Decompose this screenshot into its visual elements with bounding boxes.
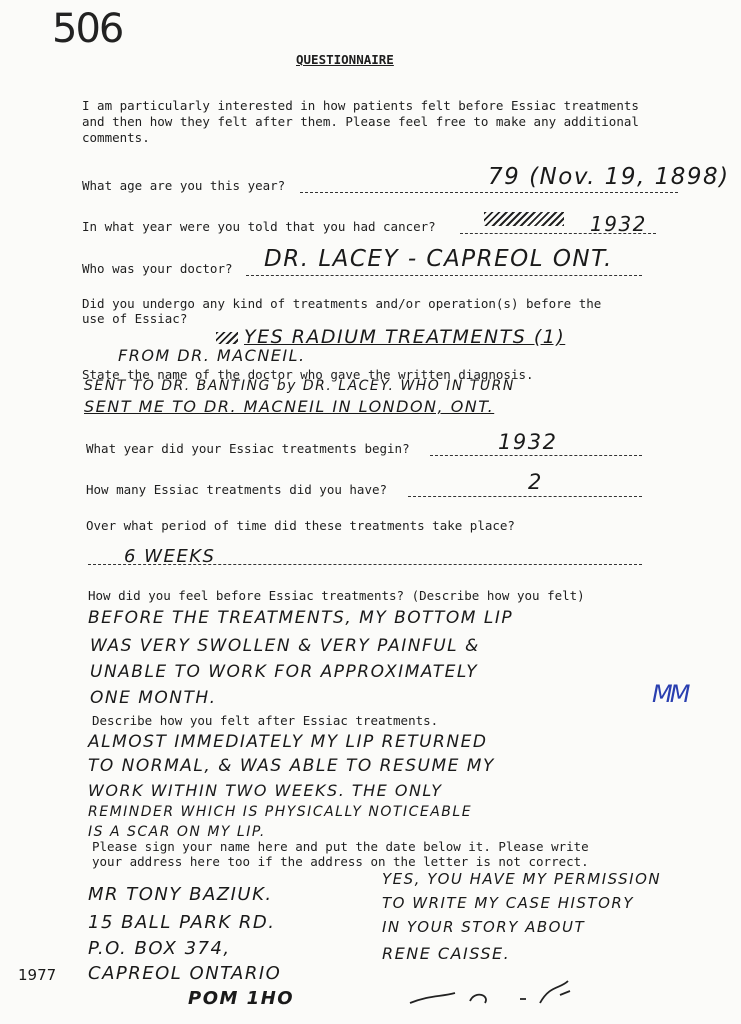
question-diagnosis: State the name of the doctor who gave the written diagnosis. bbox=[82, 367, 534, 382]
answer-doctor: DR. LACEY - CAPREOL ONT. bbox=[264, 246, 613, 272]
date-margin: 1977 bbox=[18, 966, 57, 984]
question-before: How did you feel before Essiac treatments? (Describe how you felt) bbox=[88, 588, 585, 603]
answer-before-1: BEFORE THE TREATMENTS, MY BOTTOM LIP bbox=[88, 608, 514, 628]
page-title: QUESTIONNAIRE bbox=[296, 52, 394, 67]
answer-before-3: UNABLE TO WORK FOR APPROXIMATELY bbox=[90, 662, 479, 682]
answer-year-told: 1932 bbox=[590, 212, 647, 236]
question-period: Over what period of time did these treatments take place? bbox=[86, 518, 515, 533]
answer-after-5: IS A SCAR ON MY LIP. bbox=[88, 824, 266, 840]
address-line-2: 15 BALL PARK RD. bbox=[88, 912, 276, 933]
answer-prior-treatment-2: FROM DR. MACNEIL. bbox=[118, 346, 306, 365]
question-after: Describe how you felt after Essiac treatments. bbox=[92, 713, 439, 728]
address-line-3: P.O. BOX 374, bbox=[88, 938, 231, 959]
question-age: What age are you this year? bbox=[82, 178, 286, 193]
question-year-began: What year did your Essiac treatments begin? bbox=[86, 441, 410, 456]
signature bbox=[400, 975, 600, 1015]
answer-after-1: ALMOST IMMEDIATELY MY LIP RETURNED bbox=[88, 732, 488, 752]
answer-year-told-crossout bbox=[484, 212, 564, 226]
reviewer-initials: MM bbox=[652, 680, 688, 708]
answer-before-2: WAS VERY SWOLLEN & VERY PAINFUL & bbox=[90, 636, 480, 656]
address-line-5: POM 1HO bbox=[188, 988, 295, 1009]
question-prior-treatment-1: Did you undergo any kind of treatments and/or operation(s) before the bbox=[82, 296, 602, 311]
corner-mark: 506 bbox=[52, 6, 123, 52]
answer-before-4: ONE MONTH. bbox=[90, 688, 217, 708]
answer-after-2: TO NORMAL, & WAS ABLE TO RESUME MY bbox=[88, 756, 495, 776]
address-line-4: CAPREOL ONTARIO bbox=[88, 963, 282, 984]
permission-line-3: IN YOUR STORY ABOUT bbox=[382, 918, 586, 936]
sign-instructions-1: Please sign your name here and put the date below it. Please write bbox=[92, 839, 589, 854]
answer-prior-treatment-crossout bbox=[216, 332, 238, 344]
answer-age: 79 (Nov. 19, 1898) bbox=[488, 164, 730, 190]
question-doctor: Who was your doctor? bbox=[82, 261, 233, 276]
question-count: How many Essiac treatments did you have? bbox=[86, 482, 388, 497]
permission-line-4: RENE CAISSE. bbox=[382, 944, 511, 963]
answer-year-began: 1932 bbox=[498, 430, 558, 454]
answer-period: 6 WEEKS bbox=[124, 546, 216, 567]
answer-diagnosis-1: SENT TO DR. BANTING by DR. LACEY. WHO IN TURN bbox=[84, 378, 515, 394]
address-line-1: MR TONY BAZIUK. bbox=[88, 884, 273, 905]
question-prior-treatment-2: use of Essiac? bbox=[82, 311, 188, 326]
question-year-told: In what year were you told that you had cancer? bbox=[82, 219, 436, 234]
answer-after-4: REMINDER WHICH IS PHYSICALLY NOTICEABLE bbox=[88, 804, 473, 820]
answer-diagnosis-2: SENT ME TO DR. MACNEIL IN LONDON, ONT. bbox=[84, 397, 495, 416]
intro-text: I am particularly interested in how patients felt before Essiac treatments and then how they felt after them. Please feel free to make any additional comments. bbox=[82, 98, 639, 145]
answer-line bbox=[408, 482, 642, 497]
answer-prior-treatment-1: YES RADIUM TREATMENTS (1) bbox=[244, 326, 566, 348]
answer-count: 2 bbox=[528, 470, 543, 494]
permission-line-2: TO WRITE MY CASE HISTORY bbox=[382, 894, 634, 912]
answer-after-3: WORK WITHIN TWO WEEKS. THE ONLY bbox=[88, 781, 443, 800]
sign-instructions-2: your address here too if the address on the letter is not correct. bbox=[92, 854, 589, 869]
permission-line-1: YES, YOU HAVE MY PERMISSION bbox=[382, 870, 662, 888]
